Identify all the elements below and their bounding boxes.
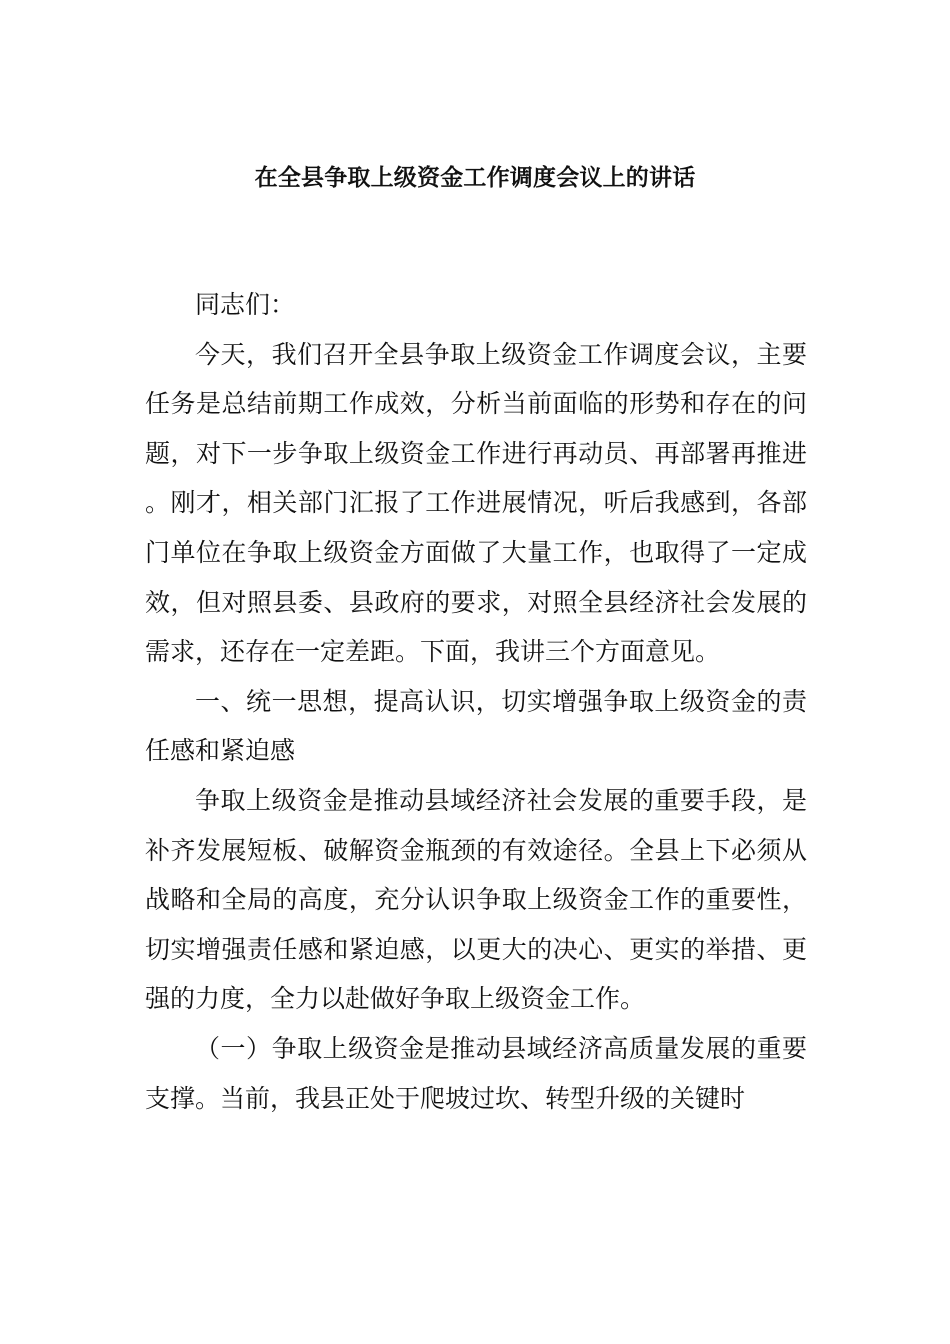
- document-title: 在全县争取上级资金工作调度会议上的讲话: [254, 165, 696, 191]
- opening-paragraph: 今天，我们召开全县争取上级资金工作调度会议，主要任务是总结前期工作成效，分析当前面临的形势和存在的问题，对下一步争取上级资金工作进行再动员、再部署再推进。刚才，相关部门汇报了工作进展情况，听后我感到，各部门单位在争取上级资金方面做了大量工作，也取得了一定成效，但对照县委、县政府的要求，对照全县经济社会发展的需求，还存在一定差距。下面，我讲三个方面意见。: [145, 339, 807, 667]
- subsection-1-paragraph: （一）争取上级资金是推动县域经济高质量发展的重要支撑。当前，我县正处于爬坡过坎、转型升级的关键时: [145, 1033, 807, 1113]
- section-1-paragraph: 争取上级资金是推动县域经济社会发展的重要手段，是补齐发展短板、破解资金瓶颈的有效途径。全县上下必须从战略和全局的高度，充分认识争取上级资金工作的重要性，切实增强责任感和紧迫感，以更大的决心、更实的举措、更强的力度，全力以赴做好争取上级资金工作。: [145, 785, 807, 1014]
- document-body: [145, 280, 807, 1123]
- salutation-paragraph: 同志们：: [195, 290, 296, 319]
- section-heading-1: 一、统一思想，提高认识，切实增强争取上级资金的责任感和紧迫感: [145, 686, 807, 766]
